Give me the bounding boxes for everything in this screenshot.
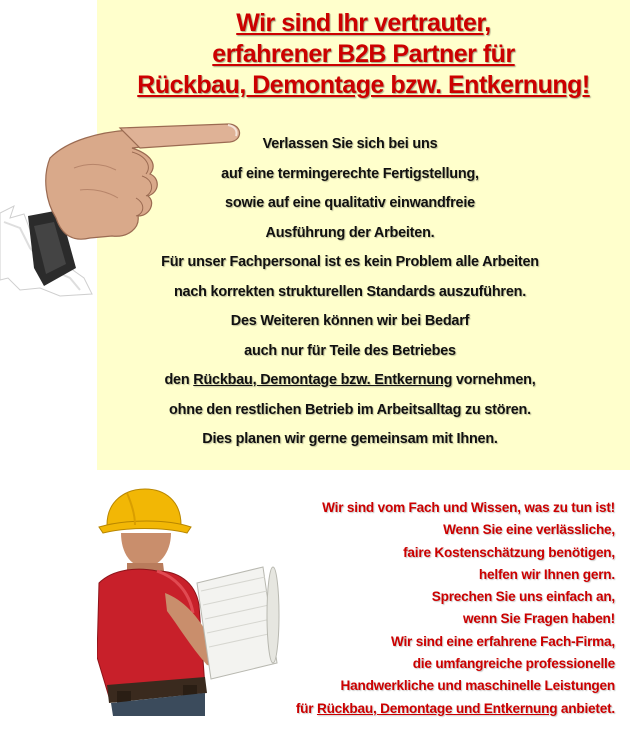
closing-line: helfen wir Ihnen gern. [478, 566, 615, 582]
closing-line: Wir sind vom Fach und Wissen, was zu tun ist! [322, 500, 615, 515]
intro-line: ohne den restlichen Betrieb im Arbeitsalltag zu stören. [169, 401, 531, 418]
closing-line-prefix: für [295, 700, 317, 716]
intro-line-suffix: vornehmen, [452, 372, 536, 388]
closing-line: faire Kostenschätzung benötigen, [403, 544, 615, 560]
closing-line: wenn Sie Fragen haben! [463, 611, 615, 627]
headline [97, 8, 630, 101]
rueckbau-entkernung-link[interactable]: Rückbau, Demontage und Entkernung [316, 700, 558, 716]
intro-line: Für unser Fachpersonal ist es kein Problem alle Arbeiten [161, 254, 539, 270]
intro-line: auf eine termingerechte Fertigstellung, [221, 165, 479, 182]
closing-line: Wenn Sie eine verlässliche, [443, 522, 615, 538]
closing-line-suffix: anbietet. [557, 700, 615, 716]
headline-line-1: Wir sind Ihr vertrauter, [236, 9, 491, 37]
closing-text [215, 497, 615, 720]
intro-line: Dies planen wir gerne gemeinsam mit Ihnen. [202, 431, 498, 447]
headline-line-3: Rückbau, Demontage bzw. Entkernung! [137, 71, 590, 99]
intro-line-with-link [150, 366, 550, 396]
closing-line-with-link [215, 698, 615, 720]
rueckbau-link[interactable]: Rückbau, Demontage bzw. Entkernung [193, 372, 453, 388]
intro-line: Des Weiteren können wir bei Bedarf [230, 313, 470, 329]
closing-line: die umfangreiche professionelle [412, 656, 615, 672]
headline-line-2: erfahrener B2B Partner für [212, 40, 515, 68]
intro-line: nach korrekten strukturellen Standards auszuführen. [173, 283, 527, 300]
intro-line: Ausführung der Arbeiten. [265, 224, 435, 241]
intro-text [150, 130, 550, 455]
closing-line: Handwerkliche und maschinelle Leistungen [340, 678, 615, 694]
intro-line: Verlassen Sie sich bei uns [262, 136, 438, 152]
closing-line: Sprechen Sie uns einfach an, [431, 589, 615, 605]
intro-line: sowie auf eine qualitativ einwandfreie [225, 195, 475, 211]
intro-line: auch nur für Teile des Betriebes [244, 342, 456, 359]
intro-line-prefix: den [164, 372, 194, 388]
closing-line: Wir sind eine erfahrene Fach-Firma, [390, 633, 615, 649]
